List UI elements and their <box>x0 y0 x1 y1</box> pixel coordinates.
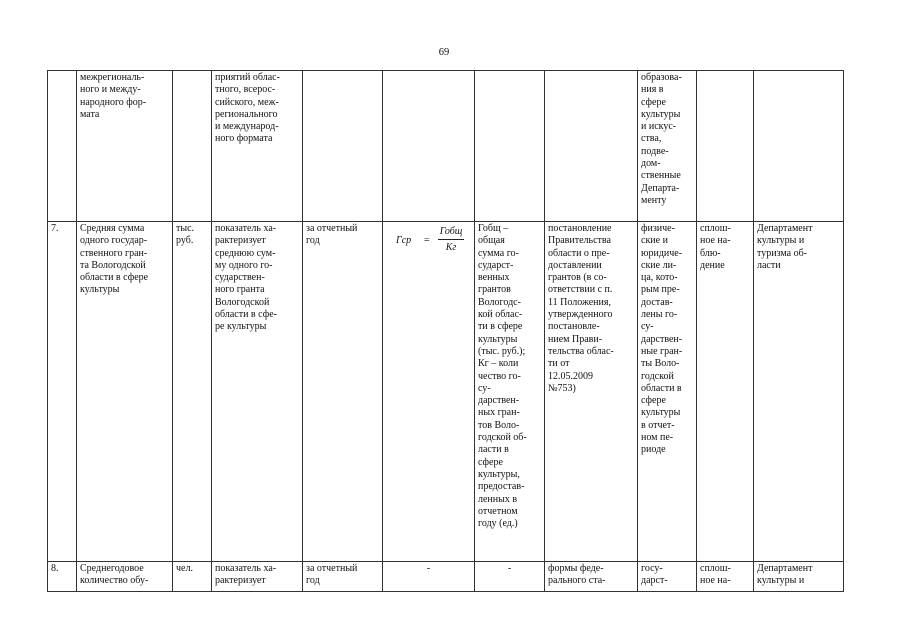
indicator-name-cell: межрегиональ- ного и между- народного фор- мата <box>77 71 173 222</box>
method-cell: сплош- ное на- <box>697 562 754 592</box>
indicator-name-cell: Средняя сумма одного государ- ственного гран- та Вологодской области в сфере культуры <box>77 222 173 562</box>
population-cell: физиче- ские и юридиче- ские ли- ца, кото- рым пре- достав- лены го- су- дарствен- ные гран- ты Воло- годской области в сфере культуры в отчет- ном пе- риоде <box>638 222 697 562</box>
indicators-table <box>47 70 844 592</box>
formula-denominator: Кг <box>445 242 457 253</box>
population-cell: образова- ния в сфере культуры и искус- ства, подве- дом- ственные Департа- менту <box>638 71 697 222</box>
source-cell: формы феде- рального ста- <box>545 562 638 592</box>
formula-cell <box>383 222 475 562</box>
page-number: 69 <box>438 47 450 58</box>
formula-lhs: Гср <box>396 235 412 246</box>
formula-cell <box>383 71 475 222</box>
unit-cell <box>173 71 212 222</box>
indicators-cell: Гобщ – общая сумма го- сударст- венных грантов Вологодс- кой облас- ти в сфере культуры (тыс. руб.); Кг – коли чество го- су- дарствен- ных гран- тов Воло- годской об- ласти в сфере культуры, предостав- ленных в отчетном году (ед.) <box>475 222 545 562</box>
indicators-cell: - <box>475 562 545 592</box>
row-num-cell <box>48 71 77 222</box>
table-row <box>48 71 844 222</box>
responsible-cell: Департамент культуры и <box>754 562 844 592</box>
period-cell: за отчетный год <box>303 562 383 592</box>
population-cell: госу- дарст- <box>638 562 697 592</box>
method-cell: сплош- ное на- блю- дение <box>697 222 754 562</box>
row-num-cell: 7. <box>48 222 77 562</box>
description-cell: показатель ха- рактеризует <box>212 562 303 592</box>
method-cell <box>697 71 754 222</box>
formula-numerator: Гобщ <box>439 226 463 237</box>
description-cell: приятий облас- тного, всерос- сийского, меж- регионального и международ- ного формата <box>212 71 303 222</box>
description-cell: показатель ха- рактеризует среднюю сум- му одного го- сударствен- ного гранта Вологодской области в сфе- ре культуры <box>212 222 303 562</box>
source-cell: постановление Правительства области о пре- доставлении грантов (в со- ответствии с п. 11 Положения, утвержденного постановле- нием Прави- тельства облас- ти от 12.05.2009 №753) <box>545 222 638 562</box>
responsible-cell: Департамент культуры и туризма об- ласти <box>754 222 844 562</box>
formula <box>386 223 471 253</box>
fraction-bar <box>438 239 464 240</box>
indicator-name-cell: Среднегодовое количество обу- <box>77 562 173 592</box>
unit-cell: тыс. руб. <box>173 222 212 562</box>
row-num-cell: 8. <box>48 562 77 592</box>
period-cell <box>303 71 383 222</box>
period-cell: за отчетный год <box>303 222 383 562</box>
source-cell <box>545 71 638 222</box>
formula-equals: = <box>424 235 430 246</box>
responsible-cell <box>754 71 844 222</box>
unit-cell: чел. <box>173 562 212 592</box>
formula-cell: - <box>383 562 475 592</box>
table-row <box>48 222 844 562</box>
indicators-cell <box>475 71 545 222</box>
table-row <box>48 562 844 592</box>
